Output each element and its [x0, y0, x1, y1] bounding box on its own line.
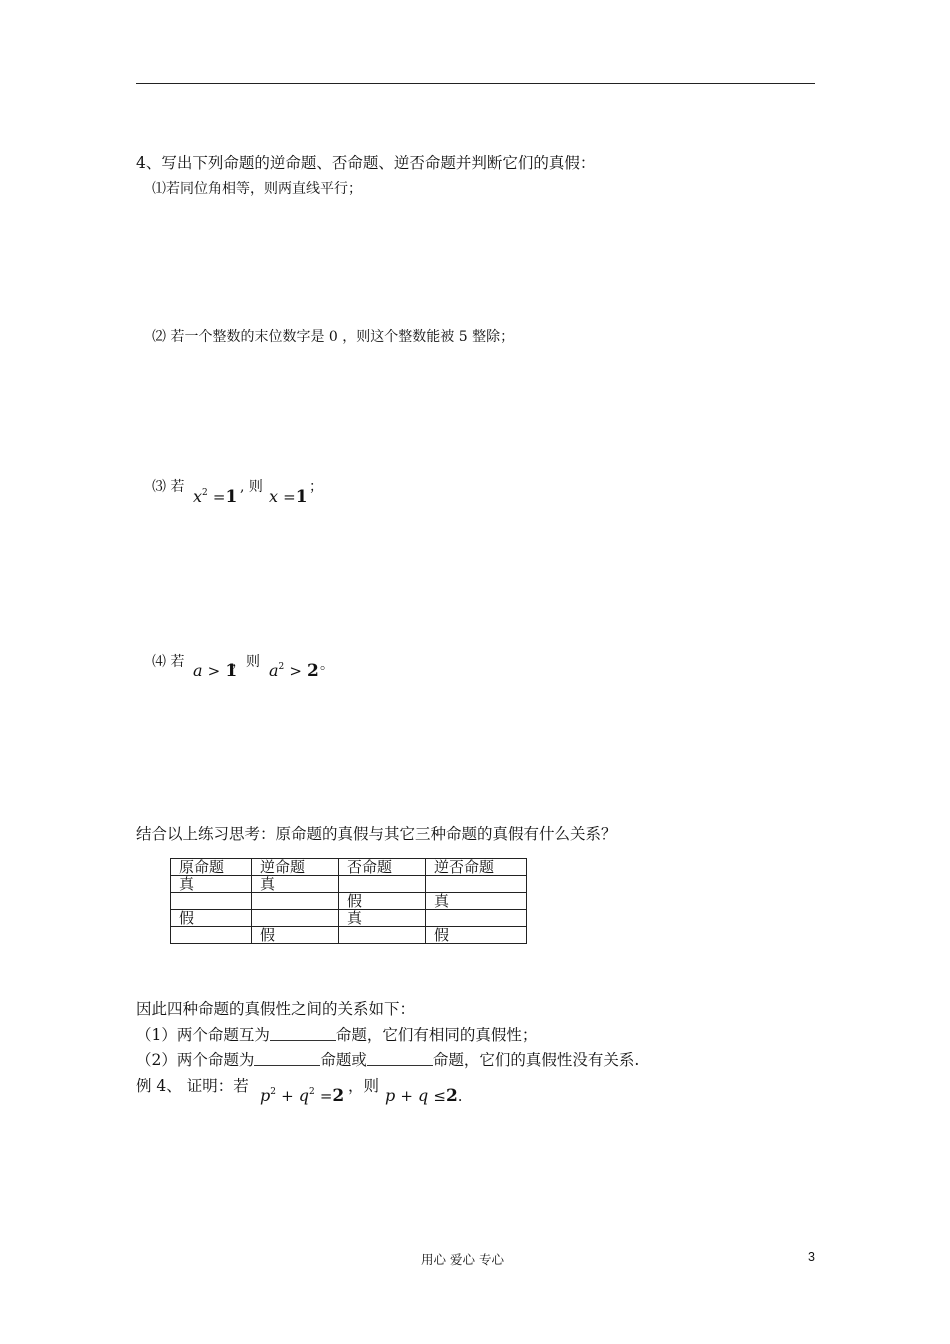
table-cell: [252, 893, 339, 910]
conclusion-line-2: [136, 1050, 639, 1070]
greater-than-sign: >: [289, 662, 302, 680]
var-a: a: [269, 661, 279, 680]
table-cell: 假: [339, 893, 426, 910]
q4-item-4-then: ，则: [232, 654, 260, 670]
q4-item-4-formula-2: [269, 661, 319, 681]
plus-sign: +: [281, 1087, 294, 1105]
number-two: 2: [307, 661, 319, 681]
table-header: 逆否命题: [426, 859, 527, 876]
conclusion-intro: 因此四种命题的真假性之间的关系如下：: [136, 1000, 416, 1018]
equals-sign: =: [212, 488, 226, 506]
footer-motto: 用心 爱心 专心: [421, 1252, 504, 1267]
equals-sign: =: [319, 1087, 333, 1105]
fill-in-blank: [367, 1051, 433, 1066]
table-cell: [426, 910, 527, 927]
number-one: 1: [295, 487, 308, 507]
think-question: 结合以上练习思考：原命题的真假与其它三种命题的真假有什么关系？: [136, 825, 617, 843]
exponent: 2: [309, 1087, 315, 1097]
table-cell: [339, 927, 426, 944]
q4-item-2: ⑵ 若一个整数的末位数字是 0 ，则这个整数能被 5 整除；: [152, 329, 515, 345]
greater-than-sign: >: [207, 662, 221, 680]
conclusion-line-2-middle: 命题或: [320, 1051, 367, 1069]
table-row: [171, 927, 527, 944]
var-p: p: [260, 1086, 271, 1105]
less-equal-sign: ≤: [433, 1087, 446, 1105]
var-q: q: [298, 1086, 309, 1105]
table-header-row: [171, 859, 527, 876]
q4-item-4-formula-1: [193, 661, 237, 681]
q4-item-4-prefix: ⑷ 若: [152, 654, 185, 670]
fill-in-blank: [270, 1026, 336, 1041]
truth-table: [170, 858, 527, 944]
table-cell: [171, 927, 252, 944]
example-4-label: 例 4、 证明：若: [136, 1077, 249, 1095]
table-cell: 真: [252, 876, 339, 893]
exponent: 2: [270, 1087, 276, 1097]
example-4-formula-2: [385, 1086, 463, 1106]
conclusion-line-2-start: （2）两个命题为: [136, 1051, 255, 1069]
var-p: p: [385, 1086, 396, 1105]
conclusion-line-1: [136, 1025, 537, 1045]
table-header: 否命题: [339, 859, 426, 876]
table-cell: 真: [339, 910, 426, 927]
q4-item-3-formula-2: [269, 487, 308, 507]
table-cell: [426, 876, 527, 893]
conclusion-line-2-end: 命题，它们的真假性没有关系.: [432, 1051, 640, 1069]
exponent: 2: [278, 662, 285, 672]
table-cell: 真: [171, 876, 252, 893]
q4-heading: 4、写出下列命题的逆命题、否命题、逆否命题并判断它们的真假：: [136, 154, 596, 172]
conclusion-line-1-end: 命题，它们有相同的真假性；: [335, 1026, 538, 1044]
example-4-formula-1: [260, 1086, 344, 1106]
table-cell: 假: [252, 927, 339, 944]
number-one: 1: [225, 487, 238, 507]
conclusion-line-1-start: （1）两个命题互为: [136, 1026, 270, 1044]
q4-item-3-formula-1: [193, 487, 237, 507]
var-q: q: [418, 1086, 429, 1105]
table-row: [171, 910, 527, 927]
table-header: 原命题: [171, 859, 252, 876]
var-a: a: [193, 661, 203, 680]
var-x: x: [193, 487, 203, 506]
q4-item-3-semicolon: ；: [309, 479, 323, 495]
q4-item-4-period: 。: [320, 657, 334, 673]
table-cell: [339, 876, 426, 893]
table-cell: 假: [426, 927, 527, 944]
table-cell: 真: [426, 893, 527, 910]
table-cell: [252, 910, 339, 927]
number-two: 2: [445, 1086, 458, 1106]
var-x: x: [269, 487, 279, 506]
page-number: 3: [808, 1250, 815, 1264]
table-header: 逆命题: [252, 859, 339, 876]
table-row: [171, 876, 527, 893]
exponent: 2: [202, 488, 208, 498]
header-rule: [136, 83, 815, 84]
table-cell: [171, 893, 252, 910]
q4-item-1: ⑴若同位角相等，则两直线平行；: [152, 181, 362, 197]
table-row: [171, 893, 527, 910]
table-cell: 假: [171, 910, 252, 927]
period: .: [457, 1087, 463, 1105]
plus-sign: +: [400, 1087, 413, 1105]
fill-in-blank: [254, 1051, 320, 1066]
number-two: 2: [332, 1086, 345, 1106]
example-4-then: ，则: [348, 1077, 380, 1095]
q4-item-3-prefix: ⑶ 若: [152, 479, 185, 495]
q4-item-3-then: , 则: [240, 479, 263, 495]
equals-sign: =: [283, 488, 296, 506]
number-one: 1: [225, 661, 238, 681]
